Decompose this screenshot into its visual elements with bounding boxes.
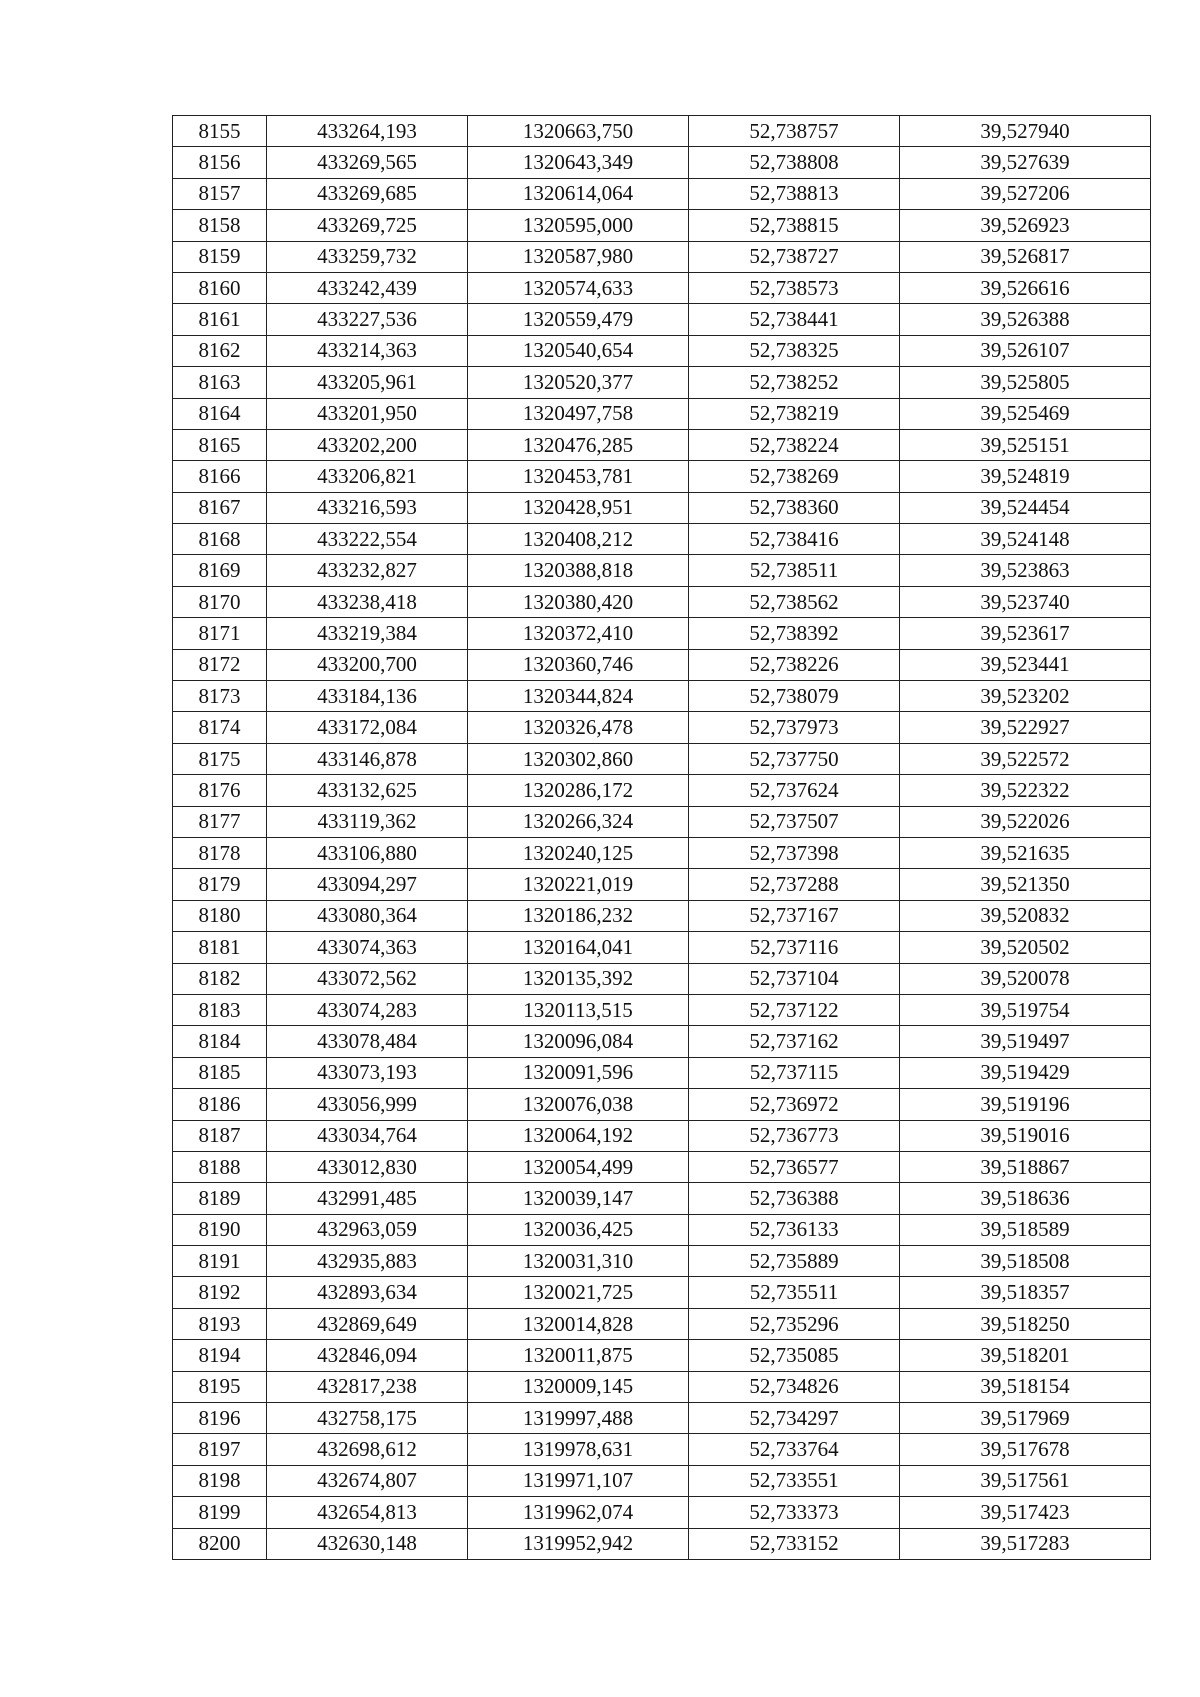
longitude-cell: 39,518508 [900,1246,1151,1277]
y-coordinate-cell: 1320186,232 [468,900,689,931]
latitude-cell: 52,737750 [689,743,900,774]
longitude-cell: 39,524819 [900,461,1151,492]
latitude-cell: 52,738224 [689,429,900,460]
latitude-cell: 52,737104 [689,963,900,994]
point-number-cell: 8165 [173,429,267,460]
x-coordinate-cell: 433269,685 [267,178,468,209]
table-row [173,304,1151,335]
point-number-cell: 8173 [173,681,267,712]
latitude-cell: 52,733152 [689,1528,900,1559]
longitude-cell: 39,519016 [900,1120,1151,1151]
y-coordinate-cell: 1320520,377 [468,367,689,398]
latitude-cell: 52,737398 [689,837,900,868]
latitude-cell: 52,737624 [689,775,900,806]
latitude-cell: 52,737116 [689,932,900,963]
latitude-cell: 52,736388 [689,1183,900,1214]
x-coordinate-cell: 433214,363 [267,335,468,366]
table-row [173,555,1151,586]
y-coordinate-cell: 1320113,515 [468,994,689,1025]
x-coordinate-cell: 432674,807 [267,1465,468,1496]
y-coordinate-cell: 1319971,107 [468,1465,689,1496]
latitude-cell: 52,736133 [689,1214,900,1245]
y-coordinate-cell: 1320054,499 [468,1151,689,1182]
y-coordinate-cell: 1320408,212 [468,524,689,555]
table-row [173,1120,1151,1151]
x-coordinate-cell: 432991,485 [267,1183,468,1214]
x-coordinate-cell: 433078,484 [267,1026,468,1057]
x-coordinate-cell: 432630,148 [267,1528,468,1559]
longitude-cell: 39,518636 [900,1183,1151,1214]
table-row [173,1246,1151,1277]
longitude-cell: 39,527206 [900,178,1151,209]
y-coordinate-cell: 1320039,147 [468,1183,689,1214]
table-row [173,1308,1151,1339]
x-coordinate-cell: 433146,878 [267,743,468,774]
latitude-cell: 52,738815 [689,210,900,241]
latitude-cell: 52,733551 [689,1465,900,1496]
point-number-cell: 8158 [173,210,267,241]
table-row [173,241,1151,272]
point-number-cell: 8161 [173,304,267,335]
point-number-cell: 8180 [173,900,267,931]
table-row [173,1497,1151,1528]
table-row [173,461,1151,492]
y-coordinate-cell: 1320014,828 [468,1308,689,1339]
y-coordinate-cell: 1320036,425 [468,1214,689,1245]
point-number-cell: 8199 [173,1497,267,1528]
point-number-cell: 8185 [173,1057,267,1088]
latitude-cell: 52,738808 [689,147,900,178]
x-coordinate-cell: 433132,625 [267,775,468,806]
table-row [173,116,1151,147]
longitude-cell: 39,524148 [900,524,1151,555]
latitude-cell: 52,738252 [689,367,900,398]
table-row [173,524,1151,555]
x-coordinate-cell: 433264,193 [267,116,468,147]
latitude-cell: 52,738416 [689,524,900,555]
point-number-cell: 8190 [173,1214,267,1245]
point-number-cell: 8196 [173,1403,267,1434]
y-coordinate-cell: 1320428,951 [468,492,689,523]
y-coordinate-cell: 1320453,781 [468,461,689,492]
table-row [173,681,1151,712]
longitude-cell: 39,521635 [900,837,1151,868]
x-coordinate-cell: 433056,999 [267,1089,468,1120]
x-coordinate-cell: 433206,821 [267,461,468,492]
x-coordinate-cell: 433259,732 [267,241,468,272]
x-coordinate-cell: 433012,830 [267,1151,468,1182]
y-coordinate-cell: 1320497,758 [468,398,689,429]
latitude-cell: 52,738573 [689,272,900,303]
x-coordinate-cell: 433094,297 [267,869,468,900]
point-number-cell: 8194 [173,1340,267,1371]
latitude-cell: 52,738079 [689,681,900,712]
latitude-cell: 52,737507 [689,806,900,837]
latitude-cell: 52,735085 [689,1340,900,1371]
table-row [173,900,1151,931]
x-coordinate-cell: 433201,950 [267,398,468,429]
table-row [173,272,1151,303]
point-number-cell: 8169 [173,555,267,586]
table-row [173,743,1151,774]
longitude-cell: 39,521350 [900,869,1151,900]
point-number-cell: 8155 [173,116,267,147]
latitude-cell: 52,738562 [689,586,900,617]
longitude-cell: 39,519497 [900,1026,1151,1057]
y-coordinate-cell: 1320360,746 [468,649,689,680]
latitude-cell: 52,736972 [689,1089,900,1120]
table-row [173,147,1151,178]
longitude-cell: 39,526616 [900,272,1151,303]
point-number-cell: 8189 [173,1183,267,1214]
y-coordinate-cell: 1320064,192 [468,1120,689,1151]
latitude-cell: 52,737288 [689,869,900,900]
longitude-cell: 39,519196 [900,1089,1151,1120]
latitude-cell: 52,738325 [689,335,900,366]
table-row [173,618,1151,649]
longitude-cell: 39,523863 [900,555,1151,586]
y-coordinate-cell: 1320643,349 [468,147,689,178]
longitude-cell: 39,517678 [900,1434,1151,1465]
point-number-cell: 8174 [173,712,267,743]
point-number-cell: 8157 [173,178,267,209]
point-number-cell: 8160 [173,272,267,303]
table-row [173,1434,1151,1465]
latitude-cell: 52,733764 [689,1434,900,1465]
longitude-cell: 39,525469 [900,398,1151,429]
longitude-cell: 39,518250 [900,1308,1151,1339]
longitude-cell: 39,523202 [900,681,1151,712]
y-coordinate-cell: 1320559,479 [468,304,689,335]
y-coordinate-cell: 1320344,824 [468,681,689,712]
latitude-cell: 52,737115 [689,1057,900,1088]
longitude-cell: 39,519429 [900,1057,1151,1088]
table-row [173,367,1151,398]
latitude-cell: 52,734826 [689,1371,900,1402]
table-row [173,492,1151,523]
point-number-cell: 8166 [173,461,267,492]
x-coordinate-cell: 433222,554 [267,524,468,555]
point-number-cell: 8182 [173,963,267,994]
x-coordinate-cell: 432893,634 [267,1277,468,1308]
coordinates-table-body [173,116,1151,1560]
table-row [173,210,1151,241]
table-row [173,932,1151,963]
longitude-cell: 39,526388 [900,304,1151,335]
x-coordinate-cell: 433227,536 [267,304,468,335]
longitude-cell: 39,523441 [900,649,1151,680]
table-row [173,1183,1151,1214]
point-number-cell: 8163 [173,367,267,398]
table-row [173,335,1151,366]
x-coordinate-cell: 433200,700 [267,649,468,680]
x-coordinate-cell: 433184,136 [267,681,468,712]
table-row [173,1214,1151,1245]
x-coordinate-cell: 433172,084 [267,712,468,743]
longitude-cell: 39,519754 [900,994,1151,1025]
point-number-cell: 8184 [173,1026,267,1057]
point-number-cell: 8156 [173,147,267,178]
point-number-cell: 8177 [173,806,267,837]
y-coordinate-cell: 1320476,285 [468,429,689,460]
x-coordinate-cell: 433073,193 [267,1057,468,1088]
y-coordinate-cell: 1320663,750 [468,116,689,147]
y-coordinate-cell: 1320614,064 [468,178,689,209]
table-row [173,586,1151,617]
point-number-cell: 8162 [173,335,267,366]
point-number-cell: 8197 [173,1434,267,1465]
longitude-cell: 39,526817 [900,241,1151,272]
y-coordinate-cell: 1320021,725 [468,1277,689,1308]
coordinates-table [172,115,1151,1560]
table-row [173,1371,1151,1402]
latitude-cell: 52,738360 [689,492,900,523]
point-number-cell: 8178 [173,837,267,868]
x-coordinate-cell: 433106,880 [267,837,468,868]
longitude-cell: 39,520502 [900,932,1151,963]
table-row [173,806,1151,837]
table-row [173,178,1151,209]
x-coordinate-cell: 432698,612 [267,1434,468,1465]
longitude-cell: 39,524454 [900,492,1151,523]
x-coordinate-cell: 433119,362 [267,806,468,837]
x-coordinate-cell: 433072,562 [267,963,468,994]
x-coordinate-cell: 432963,059 [267,1214,468,1245]
latitude-cell: 52,736577 [689,1151,900,1182]
longitude-cell: 39,527639 [900,147,1151,178]
y-coordinate-cell: 1320076,038 [468,1089,689,1120]
longitude-cell: 39,517423 [900,1497,1151,1528]
longitude-cell: 39,518867 [900,1151,1151,1182]
table-row [173,1528,1151,1559]
y-coordinate-cell: 1320096,084 [468,1026,689,1057]
y-coordinate-cell: 1319962,074 [468,1497,689,1528]
longitude-cell: 39,525805 [900,367,1151,398]
table-row [173,1465,1151,1496]
y-coordinate-cell: 1320221,019 [468,869,689,900]
longitude-cell: 39,522927 [900,712,1151,743]
table-row [173,837,1151,868]
point-number-cell: 8170 [173,586,267,617]
y-coordinate-cell: 1320031,310 [468,1246,689,1277]
table-row [173,398,1151,429]
latitude-cell: 52,737973 [689,712,900,743]
table-row [173,994,1151,1025]
point-number-cell: 8187 [173,1120,267,1151]
table-row [173,1277,1151,1308]
y-coordinate-cell: 1320286,172 [468,775,689,806]
x-coordinate-cell: 433269,725 [267,210,468,241]
x-coordinate-cell: 432654,813 [267,1497,468,1528]
longitude-cell: 39,518201 [900,1340,1151,1371]
point-number-cell: 8171 [173,618,267,649]
latitude-cell: 52,735889 [689,1246,900,1277]
latitude-cell: 52,733373 [689,1497,900,1528]
y-coordinate-cell: 1320595,000 [468,210,689,241]
y-coordinate-cell: 1319997,488 [468,1403,689,1434]
longitude-cell: 39,518357 [900,1277,1151,1308]
point-number-cell: 8159 [173,241,267,272]
point-number-cell: 8186 [173,1089,267,1120]
latitude-cell: 52,738441 [689,304,900,335]
y-coordinate-cell: 1320388,818 [468,555,689,586]
point-number-cell: 8176 [173,775,267,806]
longitude-cell: 39,527940 [900,116,1151,147]
y-coordinate-cell: 1320302,860 [468,743,689,774]
table-row [173,1340,1151,1371]
table-row [173,1403,1151,1434]
longitude-cell: 39,526923 [900,210,1151,241]
point-number-cell: 8179 [173,869,267,900]
table-row [173,1151,1151,1182]
y-coordinate-cell: 1319952,942 [468,1528,689,1559]
longitude-cell: 39,517561 [900,1465,1151,1496]
x-coordinate-cell: 432846,094 [267,1340,468,1371]
x-coordinate-cell: 433238,418 [267,586,468,617]
latitude-cell: 52,737167 [689,900,900,931]
longitude-cell: 39,526107 [900,335,1151,366]
table-row [173,649,1151,680]
longitude-cell: 39,518154 [900,1371,1151,1402]
latitude-cell: 52,736773 [689,1120,900,1151]
y-coordinate-cell: 1320587,980 [468,241,689,272]
y-coordinate-cell: 1320091,596 [468,1057,689,1088]
latitude-cell: 52,738226 [689,649,900,680]
latitude-cell: 52,738392 [689,618,900,649]
point-number-cell: 8172 [173,649,267,680]
longitude-cell: 39,517283 [900,1528,1151,1559]
point-number-cell: 8168 [173,524,267,555]
x-coordinate-cell: 433242,439 [267,272,468,303]
y-coordinate-cell: 1320326,478 [468,712,689,743]
y-coordinate-cell: 1320009,145 [468,1371,689,1402]
longitude-cell: 39,520078 [900,963,1151,994]
longitude-cell: 39,523617 [900,618,1151,649]
latitude-cell: 52,738511 [689,555,900,586]
longitude-cell: 39,518589 [900,1214,1151,1245]
y-coordinate-cell: 1320372,410 [468,618,689,649]
longitude-cell: 39,520832 [900,900,1151,931]
point-number-cell: 8193 [173,1308,267,1339]
y-coordinate-cell: 1320574,633 [468,272,689,303]
table-row [173,869,1151,900]
x-coordinate-cell: 433074,363 [267,932,468,963]
table-row [173,712,1151,743]
point-number-cell: 8183 [173,994,267,1025]
point-number-cell: 8191 [173,1246,267,1277]
latitude-cell: 52,738219 [689,398,900,429]
latitude-cell: 52,738757 [689,116,900,147]
x-coordinate-cell: 433080,364 [267,900,468,931]
x-coordinate-cell: 432935,883 [267,1246,468,1277]
latitude-cell: 52,735511 [689,1277,900,1308]
point-number-cell: 8181 [173,932,267,963]
y-coordinate-cell: 1320164,041 [468,932,689,963]
longitude-cell: 39,525151 [900,429,1151,460]
x-coordinate-cell: 433074,283 [267,994,468,1025]
latitude-cell: 52,738269 [689,461,900,492]
latitude-cell: 52,737162 [689,1026,900,1057]
latitude-cell: 52,738813 [689,178,900,209]
point-number-cell: 8167 [173,492,267,523]
latitude-cell: 52,734297 [689,1403,900,1434]
table-row [173,1089,1151,1120]
x-coordinate-cell: 432869,649 [267,1308,468,1339]
longitude-cell: 39,517969 [900,1403,1151,1434]
table-row [173,429,1151,460]
y-coordinate-cell: 1320135,392 [468,963,689,994]
point-number-cell: 8164 [173,398,267,429]
table-row [173,1057,1151,1088]
x-coordinate-cell: 433034,764 [267,1120,468,1151]
latitude-cell: 52,737122 [689,994,900,1025]
point-number-cell: 8195 [173,1371,267,1402]
x-coordinate-cell: 433219,384 [267,618,468,649]
latitude-cell: 52,738727 [689,241,900,272]
y-coordinate-cell: 1319978,631 [468,1434,689,1465]
longitude-cell: 39,522572 [900,743,1151,774]
longitude-cell: 39,523740 [900,586,1151,617]
y-coordinate-cell: 1320380,420 [468,586,689,617]
point-number-cell: 8198 [173,1465,267,1496]
point-number-cell: 8192 [173,1277,267,1308]
x-coordinate-cell: 433232,827 [267,555,468,586]
x-coordinate-cell: 433216,593 [267,492,468,523]
longitude-cell: 39,522322 [900,775,1151,806]
point-number-cell: 8188 [173,1151,267,1182]
x-coordinate-cell: 432817,238 [267,1371,468,1402]
y-coordinate-cell: 1320266,324 [468,806,689,837]
table-row [173,963,1151,994]
y-coordinate-cell: 1320011,875 [468,1340,689,1371]
latitude-cell: 52,735296 [689,1308,900,1339]
point-number-cell: 8200 [173,1528,267,1559]
x-coordinate-cell: 433269,565 [267,147,468,178]
x-coordinate-cell: 433205,961 [267,367,468,398]
table-row [173,775,1151,806]
table-row [173,1026,1151,1057]
x-coordinate-cell: 433202,200 [267,429,468,460]
longitude-cell: 39,522026 [900,806,1151,837]
point-number-cell: 8175 [173,743,267,774]
x-coordinate-cell: 432758,175 [267,1403,468,1434]
y-coordinate-cell: 1320240,125 [468,837,689,868]
y-coordinate-cell: 1320540,654 [468,335,689,366]
